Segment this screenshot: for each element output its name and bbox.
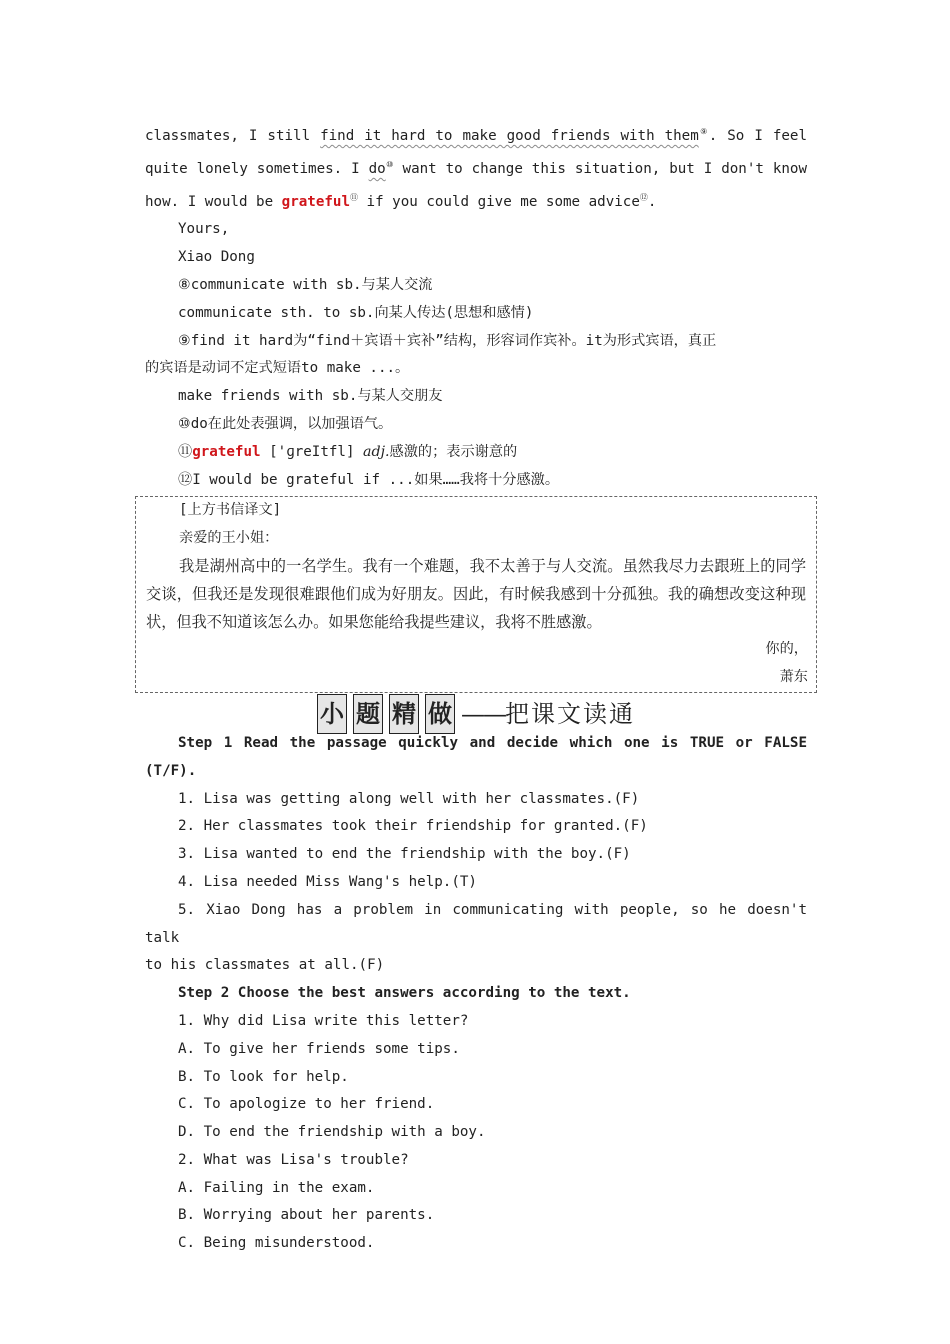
step1-item: 1. Lisa was getting along well with her classmates.(F) [178, 790, 640, 807]
highlighted-word: grateful [192, 443, 261, 460]
heading-dash: —— [461, 699, 505, 728]
step1-instruction-cont: (T/F). [145, 762, 197, 779]
highlighted-word: grateful [281, 193, 351, 210]
footnote-marker: ⑩ [385, 159, 394, 169]
section-heading [145, 694, 807, 734]
letter-closing: Yours, [178, 221, 230, 238]
text-run: want to change this situation, but I don't know [393, 160, 808, 177]
footnote-marker: ⑫ [639, 192, 648, 202]
definition: 感激的；表示谢意的 [389, 443, 518, 460]
question-1: 1. Why did Lisa write this letter? [178, 1012, 469, 1029]
answer-option: A. Failing in the exam. [178, 1179, 375, 1196]
footnote-marker: ⑨ [698, 127, 709, 136]
answer-option: C. To apologize to her friend. [178, 1096, 435, 1113]
step1-item: 4. Lisa needed Miss Wang's help.(T) [178, 873, 477, 890]
step1-item: 2. Her classmates took their friendship for granted.(F) [178, 818, 648, 835]
answer-option: D. To end the friendship with a boy. [178, 1124, 486, 1141]
note-9a: ⑨find it hard为“find＋宾语＋宾补”结构，形容词作宾补。it为形式宾语，真正 [178, 332, 717, 349]
heading-title: 把课文读通 [505, 699, 635, 728]
step1-item-5: 5. Xiao Dong has a problem in communicating with people, so he doesn't talk [145, 901, 807, 946]
document-page [145, 118, 807, 1258]
heading-box: 做 [425, 694, 455, 734]
text-run: how. I would be [145, 193, 282, 210]
answer-option: C. Being misunderstood. [178, 1235, 375, 1252]
phonetic: ['ɡreItfl] [260, 443, 364, 460]
translation-box [135, 496, 817, 693]
answer-option: A. To give her friends some tips. [178, 1040, 460, 1057]
translation-salutation: 亲爱的王小姐： [179, 530, 279, 547]
text-run: classmates, I still [145, 128, 321, 144]
answer-option: B. Worrying about her parents. [178, 1207, 435, 1224]
note-9c: make friends with sb.与某人交朋友 [178, 388, 443, 405]
translation-header: [上方书信译文] [179, 502, 282, 519]
step1-item: 3. Lisa wanted to end the friendship with the boy.(F) [178, 846, 631, 863]
question-2: 2. What was Lisa's trouble? [178, 1151, 409, 1168]
heading-box: 小 [317, 694, 347, 734]
note-11 [145, 439, 807, 467]
heading-box: 精 [389, 694, 419, 734]
underlined-word: do [368, 160, 386, 177]
translation-body: 我是湖州高中的一名学生。我有一个难题，我不太善于与人交流。虽然我尽力去跟班上的同学交谈，但我还是发现很难跟他们成为好朋友。因此，有时候我感到十分孤独。我的确想改变这种现状，但我不知道该怎么办。如果您能给我提些建议，我将不胜感激。 [146, 556, 806, 631]
answer-option: B. To look for help. [178, 1068, 349, 1085]
text-run: if you could give me some advice [358, 193, 640, 210]
letter-line-2 [145, 151, 807, 184]
note-9b: 的宾语是动词不定式短语to make ...。 [145, 360, 410, 377]
translation-signature: 萧东 [779, 669, 808, 686]
note-12: ⑫I would be grateful if ...如果……我将十分感激。 [178, 471, 560, 488]
note-8a: ⑧communicate with sb.与某人交流 [178, 276, 433, 293]
letter-signature: Xiao Dong [178, 249, 255, 266]
step1-instruction: Step 1 Read the passage quickly and decide which one is TRUE or FALSE [178, 734, 807, 751]
heading-box: 题 [353, 694, 383, 734]
text-run: quite lonely sometimes. I [145, 160, 369, 177]
letter-line-1 [145, 118, 807, 151]
letter-line-3 [145, 184, 807, 217]
step2-instruction: Step 2 Choose the best answers according to the text. [178, 985, 631, 1002]
footnote-marker: ⑪ [350, 192, 359, 202]
text-run: . [647, 193, 657, 210]
underlined-phrase: find it hard to make good friends with them [320, 128, 699, 144]
note-10: ⑩do在此处表强调，以加强语气。 [178, 415, 393, 432]
step1-item-5-cont: to his classmates at all.(F) [145, 957, 385, 974]
translation-closing: 你的， [765, 641, 808, 658]
note-8b: communicate sth. to sb.向某人传达(思想和感情) [178, 304, 534, 321]
text-run: . So I feel [708, 128, 807, 144]
footnote-marker: ⑪ [178, 443, 193, 460]
part-of-speech: adj. [363, 443, 390, 460]
